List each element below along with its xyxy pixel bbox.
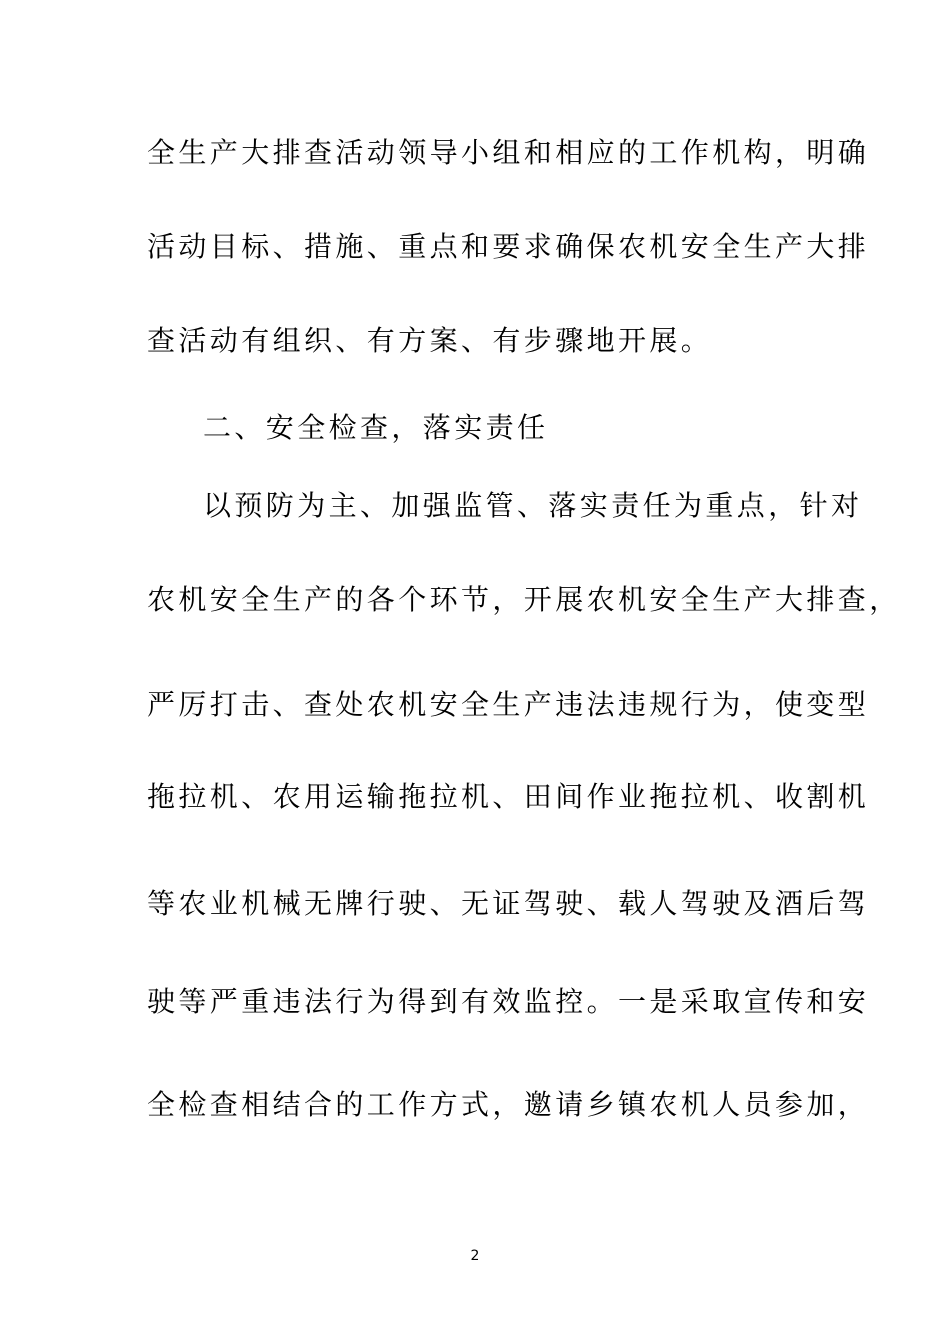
page-number: 2 — [470, 1248, 480, 1264]
section-heading: 二、安全检查，落实责任 — [203, 411, 549, 444]
body-text-line: 全检查相结合的工作方式，邀请乡镇农机人员参加， — [147, 1088, 870, 1121]
body-text-line: 等农业机械无牌行驶、无证驾驶、载人驾驶及酒后驾 — [147, 887, 870, 920]
body-text-line: 以预防为主、加强监管、落实责任为重点，针对 — [203, 489, 863, 522]
body-text-line: 查活动有组织、有方案、有步骤地开展。 — [147, 324, 713, 357]
body-text-line: 驶等严重违法行为得到有效监控。一是采取宣传和安 — [147, 985, 870, 1018]
body-text-line: 全生产大排查活动领导小组和相应的工作机构，明确 — [147, 136, 870, 169]
body-text-line: 严厉打击、查处农机安全生产违法违规行为，使变型 — [147, 688, 870, 721]
body-text-line: 拖拉机、农用运输拖拉机、田间作业拖拉机、收割机 — [147, 780, 870, 813]
body-text-line: 农机安全生产的各个环节，开展农机安全生产大排查， — [147, 583, 901, 616]
body-text-line: 活动目标、措施、重点和要求确保农机安全生产大排 — [147, 230, 870, 263]
